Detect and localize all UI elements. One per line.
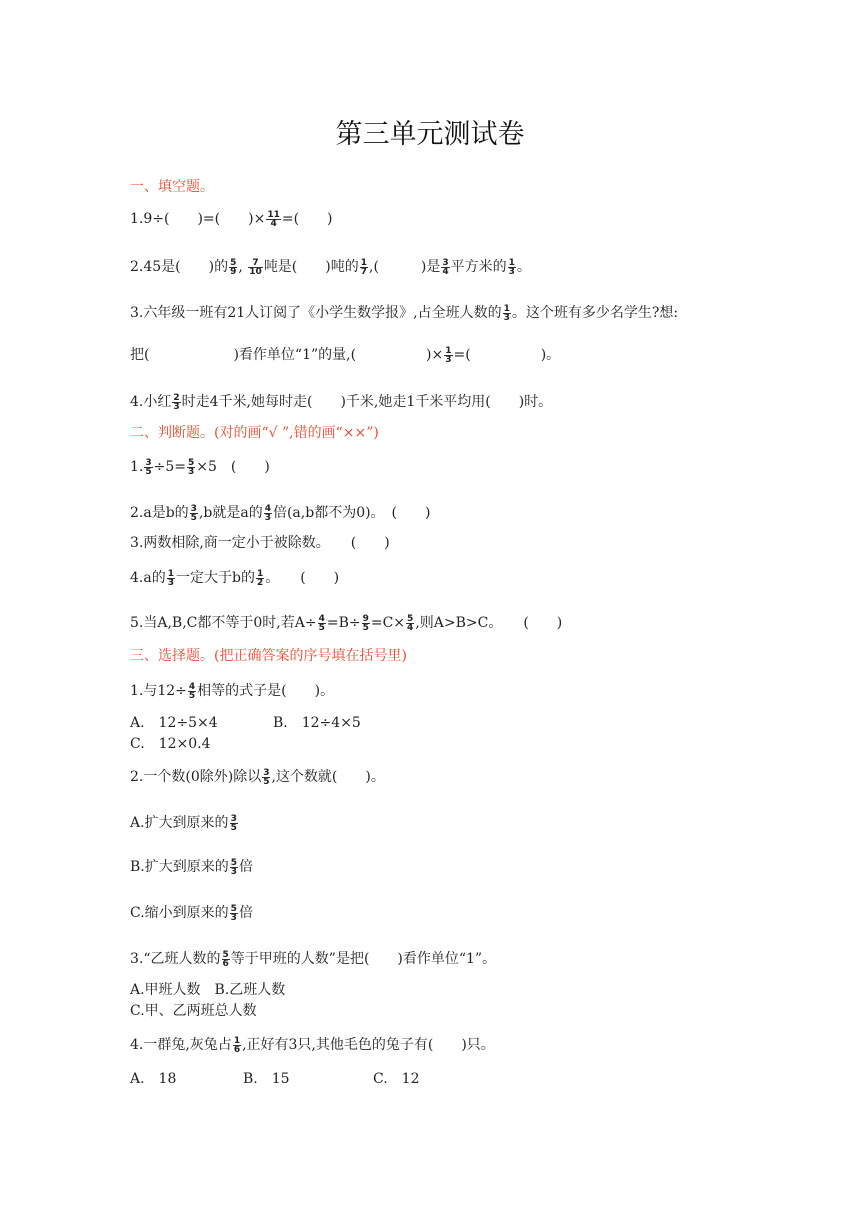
fraction: $\frac{3}{5}$ <box>145 457 152 477</box>
fill-question-2: 2.45是( )的 $\frac{5}{9}$ , $\frac{7}{10}$ 吨是( )吨的 $\frac{1}{7}$ ,( )是 $\frac{3}{4}$ 平方米的 $\frac{1}{3}$ 。 <box>130 257 531 277</box>
option-c: C. 12×0.4 <box>130 736 211 752</box>
fraction: $\frac{3}{5}$ <box>230 813 237 833</box>
choice-question-4: 4.一群兔,灰兔占 $\frac{1}{6}$ ,正好有3只,其他毛色的兔子有( )只。 <box>130 1035 495 1055</box>
section-heading-fill: 一、填空题。 <box>130 179 214 195</box>
page-title: 第三单元测试卷 <box>335 119 525 150</box>
judge-question-1: 1. $\frac{3}{5}$ ÷5= $\frac{5}{3}$ ×5 ( ) <box>130 457 270 477</box>
fraction: $\frac{1}{3}$ <box>508 257 515 277</box>
fraction: $\frac{1}{3}$ <box>503 303 510 323</box>
fill-question-3: 3.六年级一班有21人订阅了《小学生数学报》,占全班人数的 $\frac{1}{3}$ 。这个班有多少名学生?想: <box>130 303 679 323</box>
fraction: $\frac{1}{7}$ <box>360 257 368 277</box>
fraction: $\frac{5}{6}$ <box>222 949 229 969</box>
fraction: $\frac{4}{5}$ <box>318 613 325 633</box>
option-a: A. 18 <box>130 1071 177 1087</box>
fraction: $\frac{5}{3}$ <box>188 457 195 477</box>
fraction: $\frac{3}{5}$ <box>190 503 197 523</box>
fraction: $\frac{2}{3}$ <box>173 392 180 412</box>
fraction: $\frac{9}{5}$ <box>362 613 369 633</box>
fraction: $\frac{1}{3}$ <box>445 345 452 365</box>
judge-question-2: 2.a是b的 $\frac{3}{5}$ ,b就是a的 $\frac{4}{3}$ 倍(a,b都不为0)。 ( ) <box>130 503 431 523</box>
option-c: C. 12 <box>373 1071 420 1087</box>
choice-question-2-option-c: C.缩小到原来的 $\frac{5}{3}$ 倍 <box>130 903 253 923</box>
judge-question-3: 3.两数相除,商一定小于被除数。 ( ) <box>130 535 390 551</box>
fraction: $\frac{1}{6}$ <box>233 1035 241 1055</box>
fraction: $\frac{4}{5}$ <box>188 681 196 701</box>
fraction: $\frac{1}{2}$ <box>256 568 264 588</box>
section-heading-choice: 三、选择题。(把正确答案的序号填在括号里) <box>130 648 407 664</box>
choice-question-1-options <box>130 712 361 732</box>
choice-question-1: 1.与12÷ $\frac{4}{5}$ 相等的式子是( )。 <box>130 681 335 701</box>
fraction: $\frac{5}{3}$ <box>230 857 238 877</box>
choice-question-3-option-c: C.甲、乙两班总人数 <box>130 1003 257 1019</box>
judge-question-4: 4.a的 $\frac{1}{3}$ 一定大于b的 $\frac{1}{2}$ 。 ( ) <box>130 568 340 588</box>
option-b: B. 12÷4×5 <box>273 715 361 731</box>
option-b: B. 15 <box>243 1071 290 1087</box>
fill-question-1: 1.9÷( )=( )× $\frac{11}{4}$ =( ) <box>130 209 333 229</box>
judge-question-5: 5.当A,B,C都不等于0时,若A÷ $\frac{4}{5}$ =B÷ $\frac{9}{5}$ =C× $\frac{5}{4}$ ,则A>B>C。 ( ) <box>130 613 563 633</box>
choice-question-2: 2.一个数(0除外)除以 $\frac{3}{5}$ ,这个数就( )。 <box>130 767 385 787</box>
fraction: $\frac{5}{4}$ <box>407 613 414 633</box>
fraction: $\frac{3}{4}$ <box>442 257 449 277</box>
fraction: $\frac{11}{4}$ <box>267 209 280 229</box>
option-a: A. 12÷5×4 <box>130 715 218 731</box>
fraction: $\frac{5}{3}$ <box>230 903 237 923</box>
choice-question-4-options <box>130 1068 419 1088</box>
fill-question-3-hint: 把( )看作单位“1”的量,( )× $\frac{1}{3}$ =( )。 <box>130 345 561 365</box>
fill-question-4: 4.小红 $\frac{2}{3}$ 时走4千米,她每时走( )千米,她走1千米平均用( )时。 <box>130 392 553 412</box>
fraction: $\frac{7}{10}$ <box>249 257 262 277</box>
fraction: $\frac{3}{5}$ <box>263 767 270 787</box>
fraction: $\frac{1}{3}$ <box>167 568 174 588</box>
choice-question-3-options-ab: A.甲班人数 B.乙班人数 <box>130 982 286 998</box>
fraction: $\frac{4}{3}$ <box>264 503 271 523</box>
choice-question-2-option-a: A.扩大到原来的 $\frac{3}{5}$ <box>130 813 237 833</box>
section-heading-judge: 二、判断题。(对的画“√ ”,错的画“××”) <box>130 425 379 441</box>
choice-question-2-option-b: B.扩大到原来的 $\frac{5}{3}$ 倍 <box>130 857 254 877</box>
fraction: $\frac{5}{9}$ <box>230 257 237 277</box>
choice-question-3: 3.“乙班人数的 $\frac{5}{6}$ 等于甲班的人数”是把( )看作单位“1”。 <box>130 949 497 969</box>
